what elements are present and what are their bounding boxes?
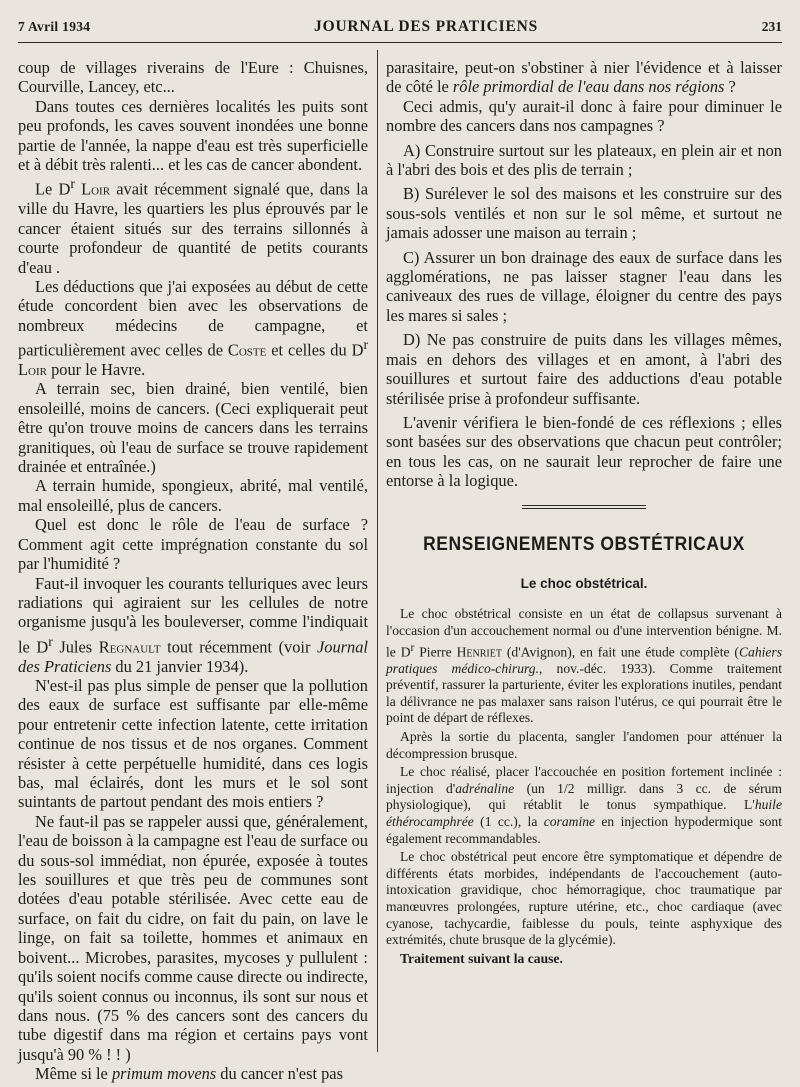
paragraph: Faut-il invoquer les courants telluriques avec leurs radiations qui agiraient sur les cellules de notre organisme jusqu'à les bouleverser, comme l'indiquait le $D^r$ Jules Regnault tout récemment (voir Journal des Praticiens du 21 janvier 1934). [18,573,368,676]
list-item-d: D) Ne pas construire de puits dans les villages mêmes, mais en dehors des villages et en amont, à l'abri des souillures et surtout faire des adductions d'eau potable stérilisée prise à profondeur suffisante. [386,330,782,408]
paragraph: Le choc obstétrical consiste en un état de collapsus survenant à l'occasion d'un accouchement normal ou d'une intervention bénigne. M. le $D^r$ Pierre Henriet (d'Avignon), en fait une étude complète (Cahiers pratiques médico-chirurg., nov.-déc. 1933). Comme traitement préventif, rassurer la parturiente, éviter les explorations inutiles, pendant la délivrance ne pas malaxer sans raison l'utérus, ce qui pourrait être le point de départ de réflexes. [386,606,783,726]
paragraph: Le choc réalisé, placer l'accouchée en position fortement inclinée : injection d'adrénaline (un 1/2 milligr. dans 3 cc. de sérum physiologique), qui rétablit le tonus sympathique. L'huile éthérocamphrée (1 cc.), la coramine en injection hypodermique sont également recommandables. [386,764,782,846]
paragraph: Traitement suivant la cause. [400,950,563,966]
paragraph: A terrain sec, bien drainé, bien ventilé, bien ensoleillé, moins de cancers. (Ceci expliquerait peut être qu'on trouve moins de cancers dans les terrains granitiques, où l'eau de surface se trouve rapidement drainée et entraînée.) [18,379,368,477]
paragraph: parasitaire, peut-on s'obstiner à nier l'évidence et à laisser de côté le rôle primordial de l'eau dans nos régions ? [386,58,782,97]
paragraph: Même si le primum movens du cancer n'est pas [35,1064,343,1084]
journal-citation: Journal des Praticiens [18,637,368,676]
journal-citation: Cahiers pratiques médico-chirurg. [386,644,783,676]
left-column [18,58,368,1084]
paragraph: Quel est donc le rôle de l'eau de surface ? Comment agit cette imprégnation constante du sol par l'humidité ? [18,515,368,574]
header-page-number: 231 [761,19,782,34]
paragraph: N'est-il pas plus simple de penser que la pollution des eaux de surface est suffisante par elle-même pour entretenir cette infection latente, cette irritation continue de nos tissus et de nos organes. Comment résister à cette perpétuelle humidité, dans ces logis bas, mal éclairés, dont les murs et le sol sont suintants de partout pendant des mois entiers ? [18,676,368,812]
author-name: Henriet [456,644,502,660]
author-name: Loir [81,179,111,199]
header-rule [18,42,782,43]
paragraph: Après la sortie du placenta, sangler l'andomen pour atténuer la décompression brusque. [386,729,782,761]
paragraph: A terrain humide, spongieux, abrité, mal ventilé, mal ensoleillé, plus de cancers. [18,476,368,515]
paragraph: Ne faut-il pas se rappeler aussi que, généralement, l'eau de boisson à la campagne est l'eau de surface ou du sous-sol immédiat, non épurée, exposée à toutes les souillures et que très peu de communes sont dotées d'eau potable stérilisée. Avec cette eau de surface, on fait du cidre, on fait du pain, on lave le linge, on fait sa toilette, hommes et animaux en boivent... Microbes, parasites, mycoses y pullulent : qu'ils soient nocifs comme cause directe ou indirecte, qu'ils soient connus ou inconnus, ils sont sur nous et dans nous. (75 % des cancers sont des cancers du tube digestif dans ma région et certains pays vont jusqu'à 90 % ! ! ) [18,811,368,1064]
paragraph: Ceci admis, qu'y aurait-il donc à faire pour diminuer le nombre des cancers dans nos campagnes ? [386,96,782,136]
header-journal-title: JOURNAL DES PRATICIENS [314,18,539,35]
paragraph: Les déductions que j'ai exposées au début de cette étude concordent bien avec les observations de nombreux médecins de campagne, et particulièrement avec celles de Coste et celles du $D^r$ Loir pour le Havre. [18,276,369,380]
article-subtitle: Le choc obstétrical. [520,575,648,591]
list-item-a: A) Construire surtout sur les plateaux, en plein air et non à l'abri des bois et des plis de terrain ; [386,140,782,180]
section-title: RENSEIGNEMENTS OBSTÉTRICAUX [423,533,745,555]
paragraph: Dans toutes ces dernières localités les puits sont peu profonds, les caves souvent inondées une bonne partie de l'année, la nappe d'eau est très superficielle et à débit très ralenti... et les cas de cancer abondent. [18,96,368,175]
section-separator [522,505,646,509]
column-divider [377,50,378,1052]
author-name: Coste [227,340,267,360]
page-header [18,18,782,40]
obstetric-article [386,606,782,967]
header-date: 7 Avril 1934 [18,19,91,34]
right-column [386,58,782,969]
paragraph: L'avenir vérifiera le bien-fondé de ces réflexions ; elles sont basées sur des observations que chacun peut contrôler; en tous les cas, on ne saurait leur reprocher de faire une entorse à la logique. [386,412,782,491]
author-name: Regnault [98,637,161,657]
paragraph: coup de villages riverains de l'Eure : Chuisnes, Courville, Lancey, etc... [18,58,368,97]
paragraph: Le choc obstétrical peut encore être symptomatique et dépendre de différents états morbides, indépendants de l'accouchement (auto-intoxication gravidique, choc hémorragique, choc traumatique par manœuvres prolongées, rupture utérine, etc., choc cardiaque (avec cyanose, tachycardie, faiblesse du pouls, teinte asphyxique des extrémités, chute brusque de la glycémie). [386,849,782,948]
paragraph: Le $D^r$ Loir avait récemment signalé que, dans la ville du Havre, les quartiers les plus éprouvés par le cancer étaient situés sur des terrains sillonnés à courte profondeur de quantité de petits courants d'eau . [18,176,368,277]
list-item-b: B) Surélever le sol des maisons et les construire sur des sous-sols ventilés et non sur le sol même, et surtout ne jamais adosser une maison au terrain ; [386,184,782,243]
list-item-c: C) Assurer un bon drainage des eaux de surface dans les agglomérations, ne pas laisser stagner l'eau dans les caniveaux des rues de village, éloigner du centre des pays les mares si sales ; [386,247,782,325]
author-name: Loir [18,360,47,380]
